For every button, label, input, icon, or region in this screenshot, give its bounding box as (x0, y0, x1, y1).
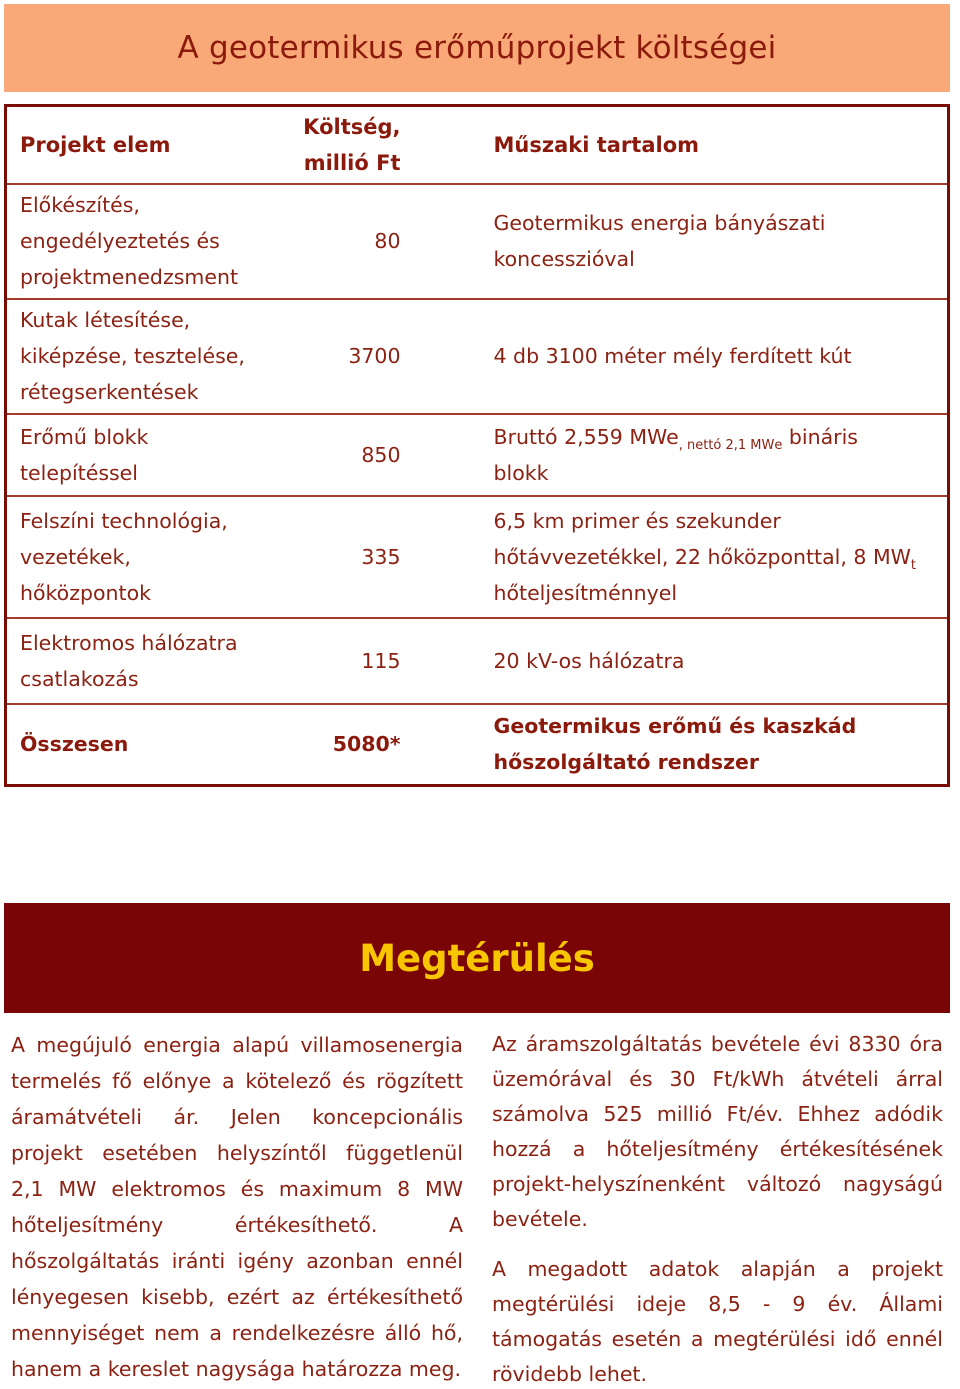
return-right-paragraph-1: Az áramszolgáltatás bevétele évi 8330 óra üzemórával és 30 Ft/kWh átvételi árral számolva 525 millió Ft/év. Ehhez adódik hozzá a hőteljesítmény értékesítésének projekt-helyszínenként változó nagyságú bevétele. (492, 1032, 943, 1231)
table-row (6, 299, 949, 414)
row-item-line: engedélyeztetés és (20, 229, 220, 253)
cost-table (4, 104, 950, 787)
row-cost: 3700 (296, 299, 409, 414)
return-section-title: Megtérülés (359, 936, 595, 980)
total-content-line: Geotermikus erőmű és kaszkád (493, 714, 857, 739)
row-cost: 850 (296, 414, 409, 496)
row-item-line: projektmenedzsment (20, 265, 239, 289)
total-content-line: hőszolgáltató rendszer (493, 750, 760, 775)
row-item-line: Kutak létesítése, (20, 308, 191, 332)
header-content: Műszaki tartalom (409, 106, 949, 184)
row-cost: 115 (296, 618, 409, 704)
row-item-line: Előkészítés, (20, 193, 140, 217)
row-item-line: vezetékek, (20, 544, 131, 569)
return-right-column (492, 1027, 943, 1389)
page-title: A geotermikus erőműprojekt költségei (177, 30, 777, 66)
row-item (6, 414, 296, 496)
row-item-line: csatlakozás (20, 666, 139, 691)
row-content (409, 496, 949, 618)
row-item-line: hőközpontok (20, 580, 151, 605)
row-cost: 80 (296, 184, 409, 299)
row-content-line: 4 db 3100 méter mély ferdített kút (493, 344, 852, 368)
table-total-row (6, 704, 949, 786)
return-right-paragraph-2: A megadott adatok alapján a projekt megtérülési ideje 8,5 - 9 év. Állami támogatás esetén a megtérülési idő ennél rövidebb lehet. (492, 1257, 943, 1386)
row-content-part: bináris (782, 424, 858, 449)
header-item: Projekt elem (6, 106, 296, 184)
header-bar (4, 4, 950, 92)
row-item-line: rétegserkentések (20, 380, 199, 404)
row-content (409, 299, 949, 414)
row-item (6, 496, 296, 618)
row-cost: 335 (296, 496, 409, 618)
table-row (6, 496, 949, 618)
row-content-line: koncesszióval (493, 247, 635, 271)
row-content-line: blokk (493, 460, 549, 485)
table-row (6, 414, 949, 496)
row-item-line: telepítéssel (20, 460, 138, 485)
total-content (409, 704, 949, 786)
row-content (409, 618, 949, 704)
row-content-subscript: t (910, 557, 917, 573)
row-item-line: Elektromos hálózatra (20, 630, 238, 655)
header-cost-line2: millió Ft (303, 150, 401, 175)
row-content-line: 6,5 km primer és szekunder (493, 508, 781, 533)
row-content (409, 184, 949, 299)
return-left-paragraph: A megújuló energia alapú villamosenergia termelés fő előnye a kötelező és rögzített áramátvételi ár. Jelen koncepcionális projekt esetében helyszíntől függetlenül 2,1 MW elektromos és maximum 8 MW hőteljesítmény értékesíthető. A hőszolgáltatás iránti igény azonban ennél lényegesen kisebb, ezért az értékesíthető mennyiséget nem a rendelkezésre álló hő, hanem a kereslet nagysága határozza meg. (11, 1033, 463, 1381)
row-item (6, 299, 296, 414)
row-content-part: Bruttó 2,559 MWe (493, 424, 679, 449)
row-content-line: Geotermikus energia bányászati (493, 211, 826, 235)
total-cost: 5080* (332, 732, 401, 757)
row-content-line: hőteljesítménnyel (493, 580, 678, 605)
row-content-part: , nettó 2,1 MW (678, 437, 775, 453)
row-item-line: Erőmű blokk (20, 424, 149, 449)
header-cost-line1: Költség, (303, 114, 401, 139)
row-item-line: Felszíni technológia, (20, 508, 228, 533)
row-item (6, 184, 296, 299)
row-item-line: kiképzése, tesztelése, (20, 344, 245, 368)
row-content (409, 414, 949, 496)
row-item (6, 618, 296, 704)
header-cost (296, 106, 409, 184)
row-content-subscript: e (774, 437, 783, 453)
row-content-line: hőtávvezetékkel, 22 hőközponttal, 8 MW (493, 544, 911, 569)
table-header-row (6, 106, 949, 184)
return-left-column (11, 1027, 463, 1389)
table-row (6, 618, 949, 704)
total-label: Összesen (20, 732, 129, 757)
return-section-header (4, 903, 950, 1013)
row-content-line: 20 kV-os hálózatra (493, 648, 685, 673)
table-row (6, 184, 949, 299)
